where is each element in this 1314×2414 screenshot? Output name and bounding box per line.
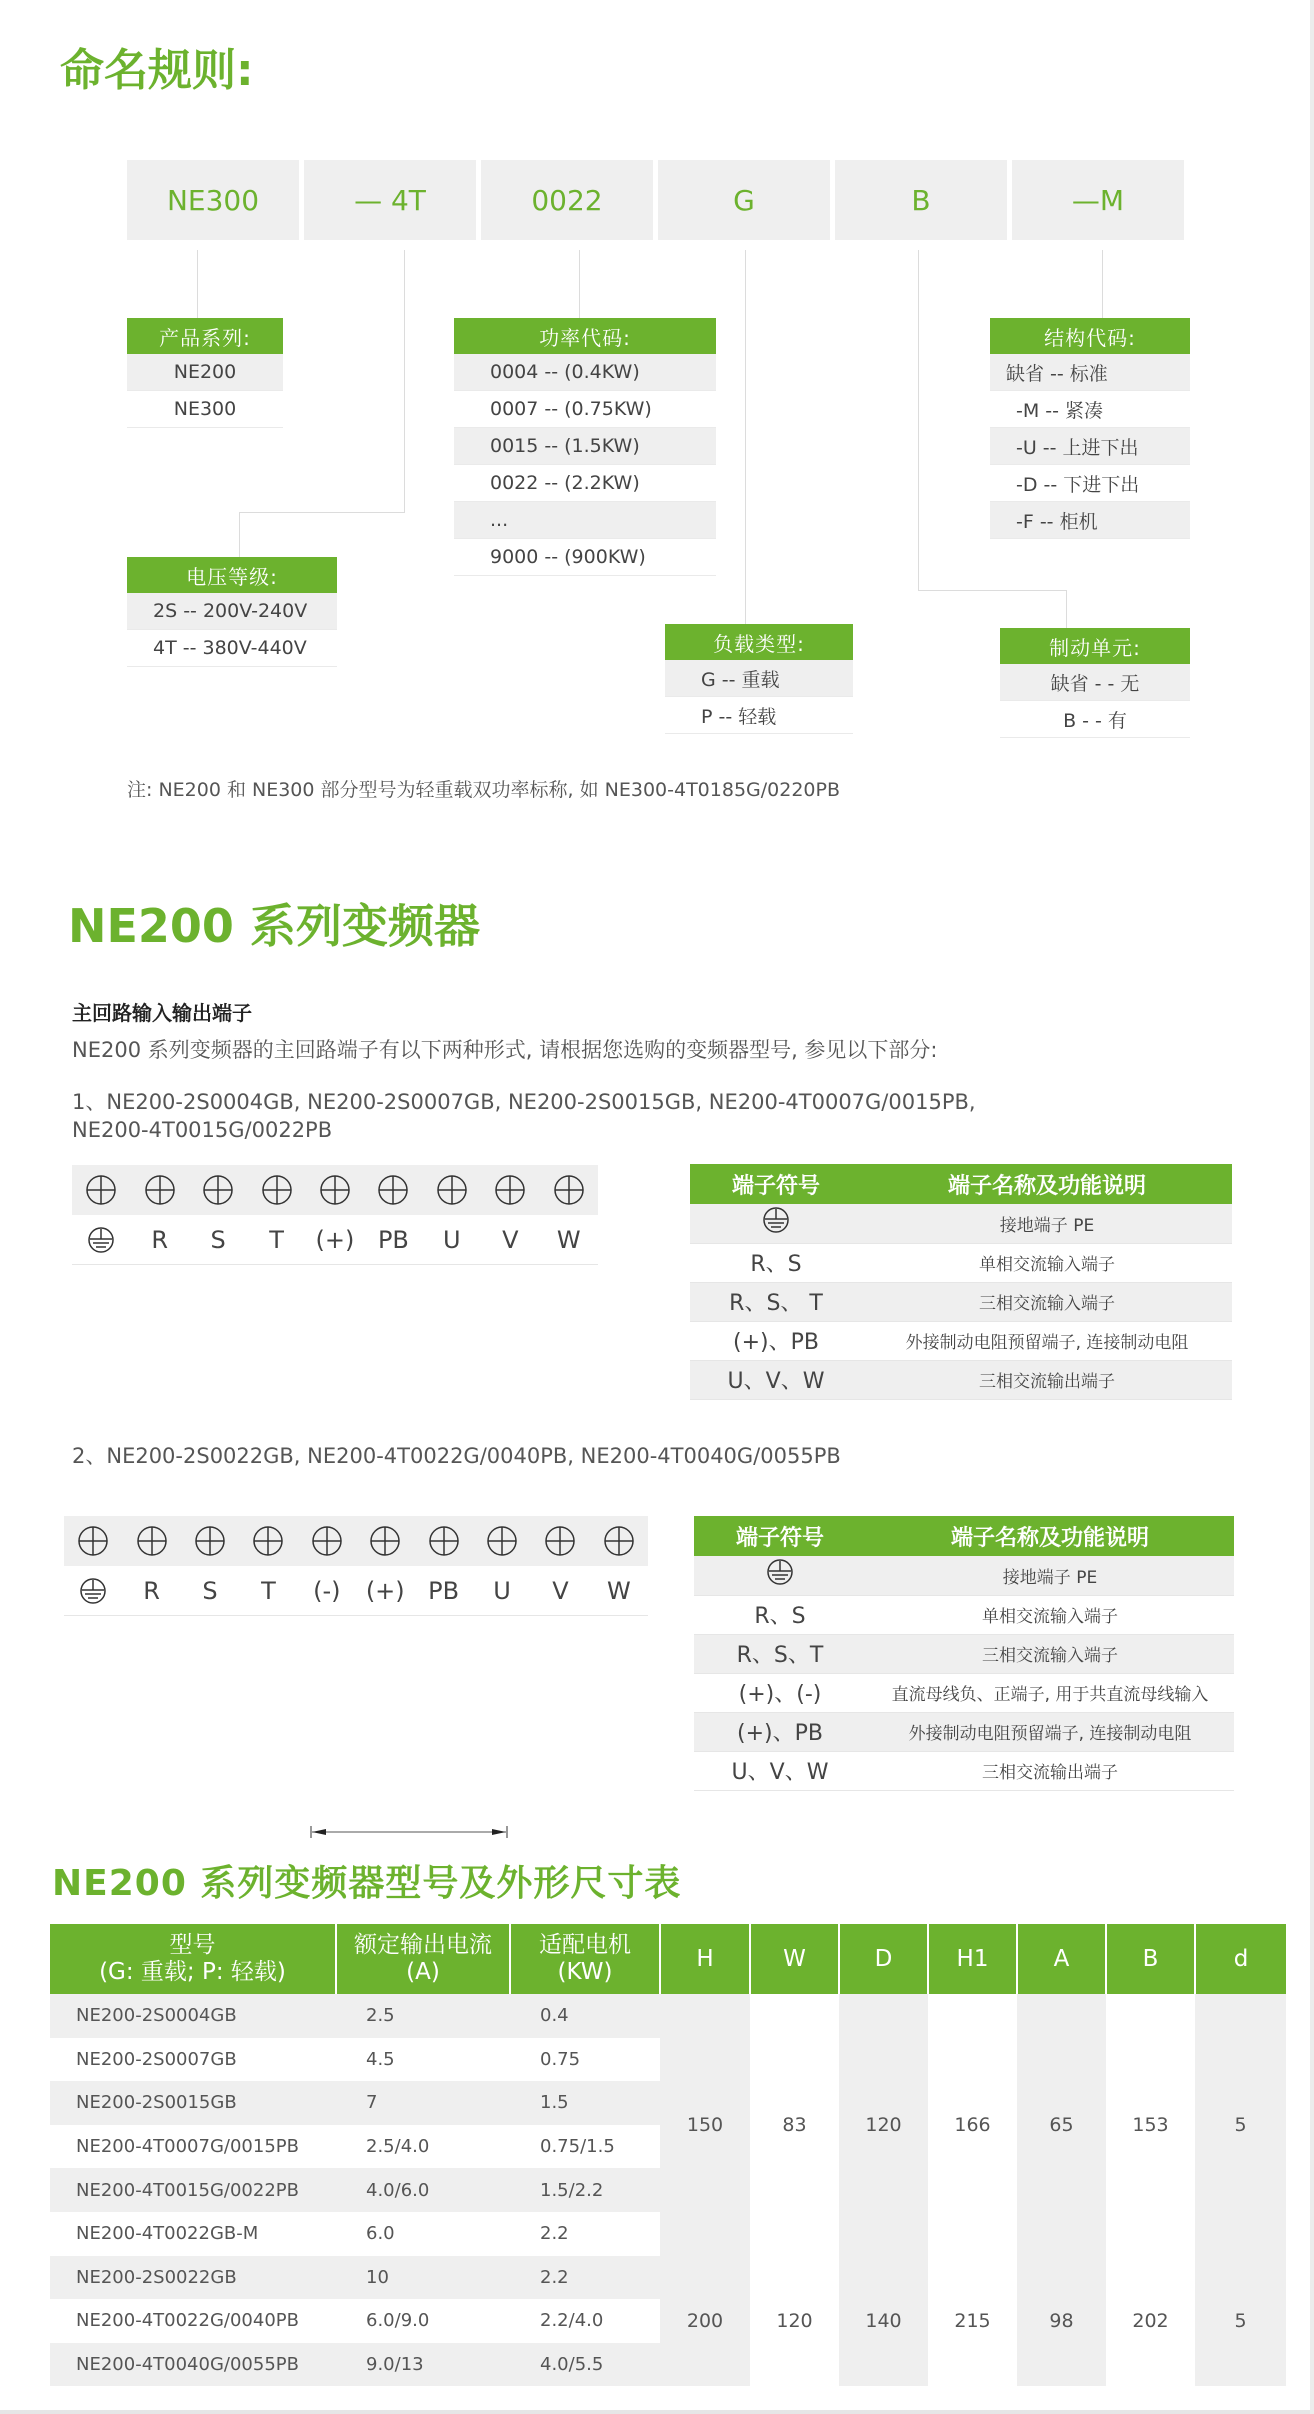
terminal-desc: 单相交流输入端子 xyxy=(862,1243,1232,1282)
cell-motor: 2.2/4.0 xyxy=(540,2310,604,2332)
table-row xyxy=(694,1634,1234,1673)
cell-W: 83 xyxy=(750,1994,839,2256)
table-row xyxy=(694,1751,1234,1790)
cell-motor: 0.75 xyxy=(540,2048,581,2070)
cell-W: 120 xyxy=(750,2256,839,2387)
connector-line xyxy=(579,250,580,320)
terminal-label: PB xyxy=(428,1576,460,1605)
section-title: NE200 系列变频器 xyxy=(68,899,480,953)
terminal-strip-2 xyxy=(64,1516,648,1616)
code-load: G xyxy=(658,160,830,240)
terminal-label: T xyxy=(269,1225,284,1254)
cell-model: NE200-4T0022G/0040PB xyxy=(76,2310,299,2332)
col-header-B: B xyxy=(1106,1924,1195,1994)
ground-icon xyxy=(64,1577,122,1605)
terminal-screws xyxy=(64,1516,648,1566)
connector-line xyxy=(239,512,405,513)
legend-item: G -- 重载 xyxy=(665,660,853,697)
legend-header: 结构代码: xyxy=(990,318,1190,354)
screw-icon xyxy=(540,1174,598,1206)
cell-D: 120 xyxy=(839,1994,928,2256)
cell-model: NE200-2S0004GB xyxy=(50,1994,336,2038)
terminal-desc: 外接制动电阻预留端子, 连接制动电阻 xyxy=(862,1321,1232,1360)
screw-icon xyxy=(72,1174,130,1206)
cell-motor: 2.2 xyxy=(540,2223,569,2245)
legend-power-code xyxy=(454,318,716,576)
connector-line xyxy=(1102,250,1103,320)
ground-icon xyxy=(690,1204,862,1243)
terminal-desc: 三相交流输出端子 xyxy=(862,1360,1232,1399)
col-header-motor xyxy=(510,1924,660,1994)
table-row xyxy=(50,1994,1286,2038)
cell-B: 153 xyxy=(1106,1994,1195,2256)
terminal-desc: 三相交流输入端子 xyxy=(862,1282,1232,1321)
header-line: (G: 重载; P: 轻载) xyxy=(99,1959,286,1985)
legend-item: 9000 -- (900KW) xyxy=(454,539,716,576)
legend-item: NE300 xyxy=(127,391,283,428)
cell-model: NE200-4T0040G/0055PB xyxy=(50,2343,336,2387)
col-header-A: A xyxy=(1017,1924,1106,1994)
connector-line xyxy=(239,512,240,557)
legend-item: ... xyxy=(454,502,716,539)
col-header-D: D xyxy=(839,1924,928,1994)
table-row xyxy=(690,1321,1232,1360)
bottom-divider xyxy=(0,2410,1314,2414)
terminal-symbol: R、S、T xyxy=(694,1634,866,1673)
col-header-desc: 端子名称及功能说明 xyxy=(862,1164,1232,1204)
legend-brake-unit xyxy=(1000,628,1190,738)
ground-icon xyxy=(694,1556,866,1595)
group1-models: 1、NE200-2S0004GB, NE200-2S0007GB, NE200-2S0015GB, NE200-4T0007G/0015PB, xyxy=(72,1090,976,1114)
terminal-label: W xyxy=(556,1225,581,1254)
table-row xyxy=(50,2256,1286,2300)
terminal-table-1 xyxy=(690,1164,1232,1400)
terminal-label: T xyxy=(261,1576,276,1605)
subheading: 主回路输入输出端子 xyxy=(72,1001,252,1025)
legend-item: 0007 -- (0.75KW) xyxy=(454,391,716,428)
terminal-symbol: R、S xyxy=(690,1243,862,1282)
naming-title: 命名规则: xyxy=(60,45,254,96)
terminal-label: S xyxy=(202,1576,218,1605)
col-header-H: H xyxy=(660,1924,750,1994)
screw-icon xyxy=(189,1174,247,1206)
cell-A: 65 xyxy=(1017,1994,1106,2256)
cell-B: 202 xyxy=(1106,2256,1195,2387)
col-header-W: W xyxy=(750,1924,839,1994)
terminal-label: U xyxy=(443,1225,461,1254)
terminal-label: (+) xyxy=(365,1576,405,1605)
legend-item: -D -- 下进下出 xyxy=(990,465,1190,502)
terminal-label: V xyxy=(502,1225,519,1254)
header-line: (A) xyxy=(406,1959,440,1985)
terminal-label: S xyxy=(210,1225,226,1254)
terminal-desc: 三相交流输入端子 xyxy=(866,1634,1234,1673)
screw-icon xyxy=(414,1525,472,1557)
dimension-arrow-icon xyxy=(310,1826,508,1838)
terminal-symbol: (+)、PB xyxy=(694,1712,866,1751)
connector-line xyxy=(745,250,746,624)
cell-current: 4.5 xyxy=(366,2048,395,2070)
intro-text: NE200 系列变频器的主回路端子有以下两种形式, 请根据您选购的变频器型号, 参见以下部分: xyxy=(72,1038,938,1062)
screw-icon xyxy=(473,1525,531,1557)
terminal-labels xyxy=(72,1215,598,1265)
right-divider xyxy=(1310,0,1314,2414)
legend-voltage xyxy=(127,557,337,667)
terminal-desc: 接地端子 PE xyxy=(862,1204,1232,1243)
screw-icon xyxy=(531,1525,589,1557)
terminal-strip-1 xyxy=(72,1165,598,1265)
cell-motor: 1.5 xyxy=(510,2081,660,2125)
terminal-desc: 接地端子 PE xyxy=(866,1556,1234,1595)
screw-icon xyxy=(306,1174,364,1206)
table-row xyxy=(694,1595,1234,1634)
screw-icon xyxy=(590,1525,648,1557)
code-structure: —M xyxy=(1012,160,1184,240)
legend-item: B - - 有 xyxy=(1000,701,1190,738)
terminal-label: (-) xyxy=(313,1576,341,1605)
legend-item: 缺省 - - 无 xyxy=(1000,664,1190,701)
header-line: 适配电机 xyxy=(539,1932,631,1958)
table-row xyxy=(694,1712,1234,1751)
cell-motor: 0.4 xyxy=(510,1994,660,2038)
cell-model: NE200-2S0022GB xyxy=(50,2256,336,2300)
screw-icon xyxy=(423,1174,481,1206)
legend-item: 0004 -- (0.4KW) xyxy=(454,354,716,391)
legend-item: 缺省 -- 标准 xyxy=(990,354,1190,391)
legend-item: -M -- 紧凑 xyxy=(990,391,1190,428)
legend-header: 负载类型: xyxy=(665,624,853,660)
screw-icon xyxy=(130,1174,188,1206)
terminal-desc: 外接制动电阻预留端子, 连接制动电阻 xyxy=(866,1712,1234,1751)
code-series: NE300 xyxy=(127,160,299,240)
cell-current: 10 xyxy=(336,2256,510,2300)
cell-motor: 1.5/2.2 xyxy=(510,2168,660,2212)
col-header-model xyxy=(50,1924,336,1994)
terminal-desc: 直流母线负、正端子, 用于共直流母线输入 xyxy=(866,1673,1234,1712)
legend-item: 0015 -- (1.5KW) xyxy=(454,428,716,465)
terminal-label: V xyxy=(552,1576,569,1605)
col-header-d: d xyxy=(1195,1924,1286,1994)
cell-A: 98 xyxy=(1017,2256,1106,2387)
col-header-H1: H1 xyxy=(928,1924,1017,1994)
legend-load-type xyxy=(665,624,853,734)
spec-table-title: NE200 系列变频器型号及外形尺寸表 xyxy=(52,1863,682,1904)
cell-current: 6.0 xyxy=(366,2223,395,2245)
cell-motor: 0.75/1.5 xyxy=(540,2136,615,2158)
terminal-desc: 单相交流输入端子 xyxy=(866,1595,1234,1634)
cell-current: 9.0/13 xyxy=(336,2343,510,2387)
terminal-label: R xyxy=(151,1225,168,1254)
screw-icon xyxy=(298,1525,356,1557)
col-header-desc: 端子名称及功能说明 xyxy=(866,1516,1234,1556)
terminal-desc: 三相交流输出端子 xyxy=(866,1751,1234,1790)
cell-current: 4.0/6.0 xyxy=(336,2168,510,2212)
table-row xyxy=(690,1360,1232,1399)
connector-line xyxy=(918,590,1066,591)
legend-item: P -- 轻载 xyxy=(665,697,853,734)
terminal-labels xyxy=(64,1566,648,1616)
terminal-label: W xyxy=(606,1576,631,1605)
table-row xyxy=(690,1282,1232,1321)
terminal-symbol: (+)、(-) xyxy=(694,1673,866,1712)
terminal-symbol: U、V、W xyxy=(690,1360,862,1399)
terminal-symbol: (+)、PB xyxy=(690,1321,862,1360)
header-line: 额定输出电流 xyxy=(354,1932,492,1958)
cell-motor: 4.0/5.5 xyxy=(510,2343,660,2387)
cell-model: NE200-2S0007GB xyxy=(76,2048,237,2070)
terminal-symbol: R、S xyxy=(694,1595,866,1634)
legend-header: 功率代码: xyxy=(454,318,716,354)
header-line: 型号 xyxy=(169,1932,216,1958)
col-header-symbol: 端子符号 xyxy=(690,1164,862,1204)
terminal-label: (+) xyxy=(315,1225,355,1254)
cell-model: NE200-2S0015GB xyxy=(50,2081,336,2125)
terminal-label: U xyxy=(493,1576,511,1605)
terminal-screws xyxy=(72,1165,598,1215)
cell-current: 2.5/4.0 xyxy=(366,2136,430,2158)
cell-H1: 215 xyxy=(928,2256,1017,2387)
screw-icon xyxy=(364,1174,422,1206)
cell-motor: 2.2 xyxy=(510,2256,660,2300)
screw-icon xyxy=(239,1525,297,1557)
legend-header: 制动单元: xyxy=(1000,628,1190,664)
cell-current: 7 xyxy=(336,2081,510,2125)
code-voltage: — 4T xyxy=(304,160,476,240)
cell-H1: 166 xyxy=(928,1994,1017,2256)
table-row xyxy=(694,1673,1234,1712)
cell-current: 2.5 xyxy=(336,1994,510,2038)
screw-icon xyxy=(481,1174,539,1206)
code-power: 0022 xyxy=(481,160,653,240)
cell-current: 6.0/9.0 xyxy=(366,2310,430,2332)
spec-table xyxy=(50,1924,1286,2386)
cell-D: 140 xyxy=(839,2256,928,2387)
screw-icon xyxy=(247,1174,305,1206)
screw-icon xyxy=(64,1525,122,1557)
legend-item: -F -- 柜机 xyxy=(990,502,1190,539)
legend-item: 0022 -- (2.2KW) xyxy=(454,465,716,502)
ground-icon xyxy=(72,1226,130,1254)
legend-header: 电压等级: xyxy=(127,557,337,593)
naming-note: 注: NE200 和 NE300 部分型号为轻重载双功率标称, 如 NE300-4T0185G/0220PB xyxy=(127,779,841,801)
group2-models: 2、NE200-2S0022GB, NE200-4T0022G/0040PB, NE200-4T0040G/0055PB xyxy=(72,1444,841,1468)
cell-model: NE200-4T0007G/0015PB xyxy=(76,2136,299,2158)
code-brake: B xyxy=(835,160,1007,240)
header-line: (KW) xyxy=(557,1959,613,1985)
terminal-label: R xyxy=(143,1576,160,1605)
table-row xyxy=(690,1204,1232,1243)
legend-item: -U -- 上进下出 xyxy=(990,428,1190,465)
cell-model: NE200-4T0015G/0022PB xyxy=(50,2168,336,2212)
legend-item: 4T -- 380V-440V xyxy=(127,630,337,667)
screw-icon xyxy=(122,1525,180,1557)
screw-icon xyxy=(356,1525,414,1557)
legend-header: 产品系列: xyxy=(127,318,283,354)
cell-H: 150 xyxy=(660,1994,750,2256)
legend-structure-code xyxy=(990,318,1190,539)
legend-item: NE200 xyxy=(127,354,283,391)
table-row xyxy=(690,1243,1232,1282)
legend-item: 2S -- 200V-240V xyxy=(127,593,337,630)
cell-H: 200 xyxy=(660,2256,750,2387)
col-header-current xyxy=(336,1924,510,1994)
cell-model: NE200-4T0022GB-M xyxy=(76,2223,259,2245)
terminal-symbol: U、V、W xyxy=(694,1751,866,1790)
connector-line xyxy=(1066,590,1067,628)
connector-line xyxy=(197,250,198,320)
screw-icon xyxy=(181,1525,239,1557)
group1-models-cont: NE200-4T0015G/0022PB xyxy=(72,1118,333,1142)
connector-line xyxy=(918,250,919,590)
cell-d: 5 xyxy=(1195,2256,1286,2387)
cell-d: 5 xyxy=(1195,1994,1286,2256)
terminal-label: PB xyxy=(377,1225,409,1254)
terminal-table-2 xyxy=(694,1516,1234,1791)
connector-line xyxy=(404,250,405,512)
terminal-symbol: R、S、 T xyxy=(690,1282,862,1321)
legend-product-series xyxy=(127,318,283,428)
col-header-symbol: 端子符号 xyxy=(694,1516,866,1556)
table-row xyxy=(694,1556,1234,1595)
